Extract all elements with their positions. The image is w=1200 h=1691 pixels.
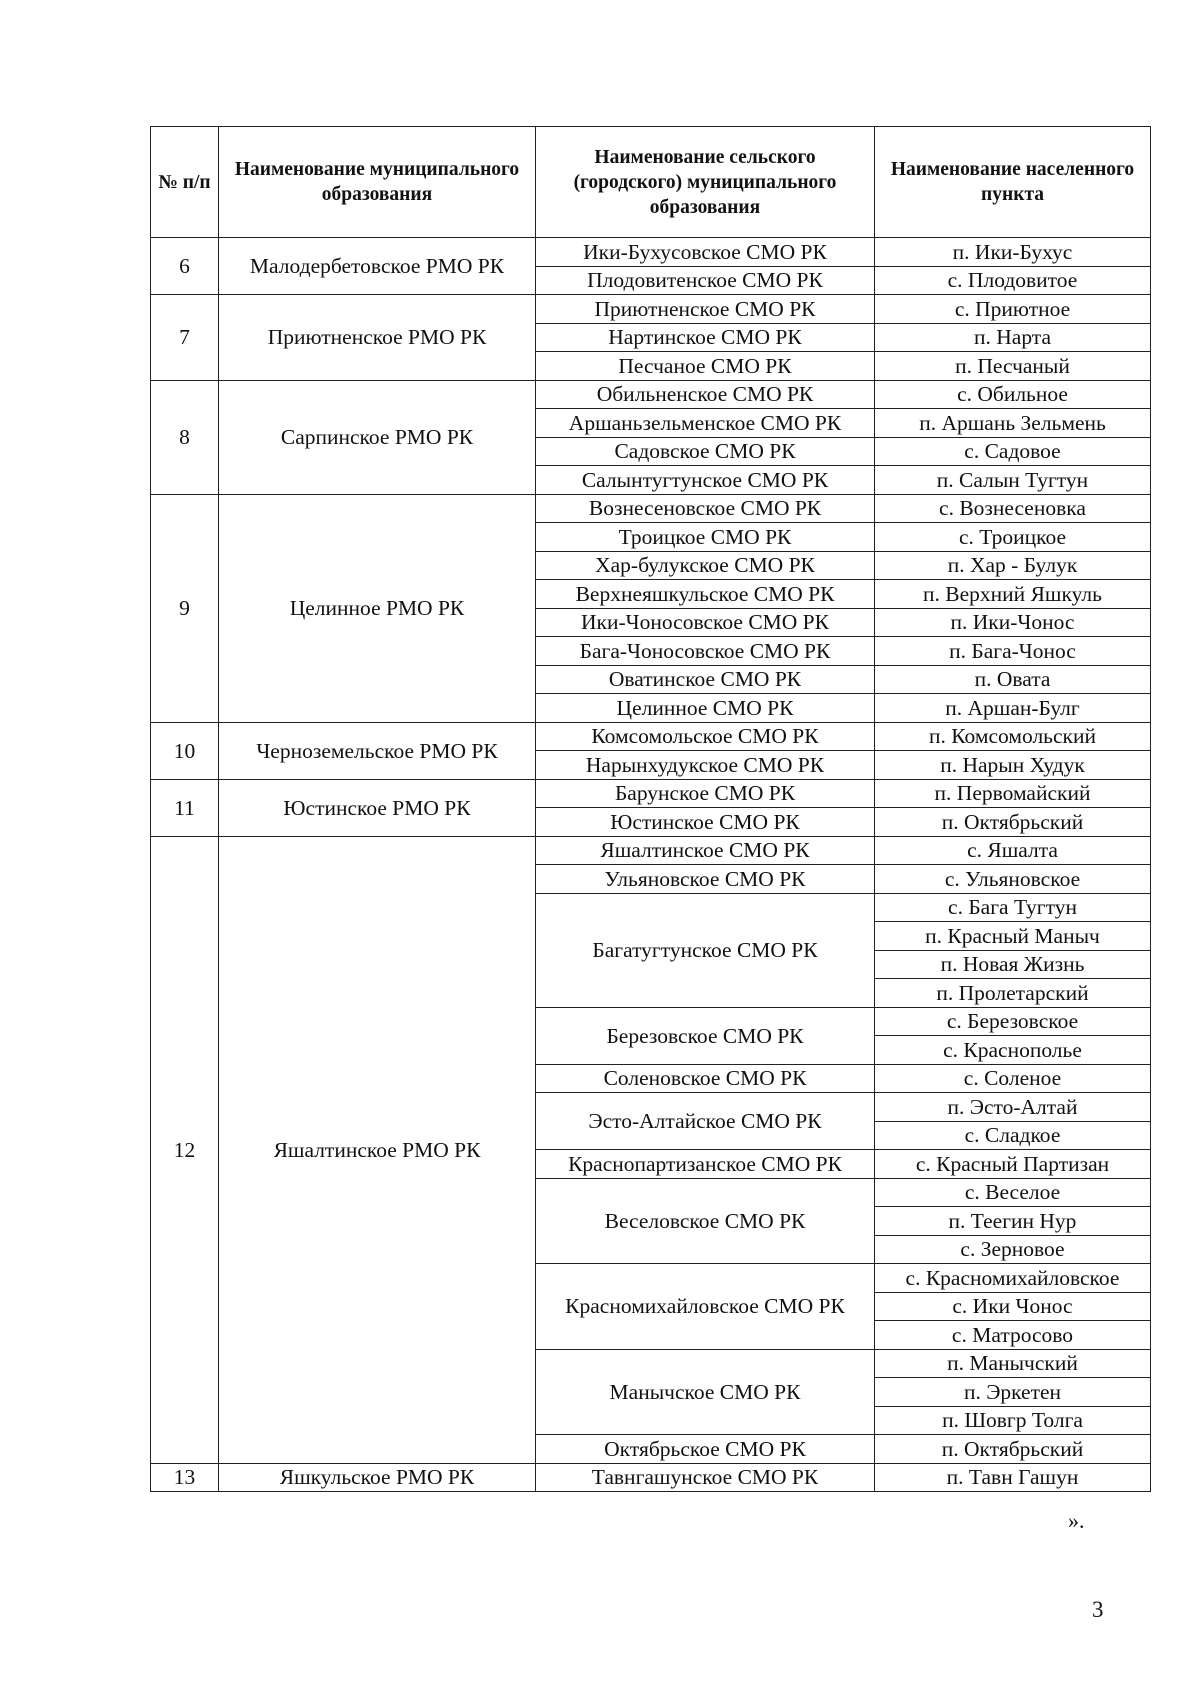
cell-settlement-municipality: Вознесеновское СМО РК (536, 494, 875, 523)
cell-settlement-municipality: Ики-Чоносовское СМО РК (536, 608, 875, 637)
cell-locality: п. Эркетен (875, 1378, 1151, 1407)
cell-settlement-municipality: Веселовское СМО РК (536, 1178, 875, 1264)
cell-number: 8 (151, 380, 219, 494)
cell-number: 9 (151, 494, 219, 722)
cell-locality: п. Пролетарский (875, 979, 1151, 1008)
cell-number: 12 (151, 836, 219, 1463)
page-number: 3 (1092, 1597, 1104, 1622)
cell-settlement-municipality: Целинное СМО РК (536, 694, 875, 723)
cell-settlement-municipality: Яшалтинское СМО РК (536, 836, 875, 865)
cell-number: 6 (151, 238, 219, 295)
cell-locality: п. Овата (875, 665, 1151, 694)
cell-settlement-municipality: Манычское СМО РК (536, 1349, 875, 1435)
cell-locality: с. Матросово (875, 1321, 1151, 1350)
cell-locality: п. Нарта (875, 323, 1151, 352)
cell-locality: п. Теегин Нур (875, 1207, 1151, 1236)
cell-settlement-municipality: Песчаное СМО РК (536, 352, 875, 381)
table-row (151, 380, 1151, 409)
cell-settlement-municipality: Эсто-Алтайское СМО РК (536, 1093, 875, 1150)
cell-locality: п. Ики-Бухус (875, 238, 1151, 267)
cell-locality: с. Веселое (875, 1178, 1151, 1207)
cell-locality: п. Красный Маныч (875, 922, 1151, 951)
cell-settlement-municipality: Обильненское СМО РК (536, 380, 875, 409)
cell-locality: с. Плодовитое (875, 266, 1151, 295)
table-row (151, 295, 1151, 324)
cell-number: 11 (151, 779, 219, 836)
cell-locality: п. Первомайский (875, 779, 1151, 808)
cell-settlement-municipality: Березовское СМО РК (536, 1007, 875, 1064)
table-header (151, 127, 1151, 238)
cell-locality: с. Ульяновское (875, 865, 1151, 894)
cell-number: 13 (151, 1463, 219, 1492)
cell-settlement-municipality: Юстинское СМО РК (536, 808, 875, 837)
cell-locality: с. Красномихайловское (875, 1264, 1151, 1293)
closing-quote-mark: ». (1068, 1508, 1085, 1533)
cell-number: 7 (151, 295, 219, 381)
table-body (151, 238, 1151, 1492)
cell-locality: п. Верхний Яшкуль (875, 580, 1151, 609)
cell-locality: с. Соленое (875, 1064, 1151, 1093)
cell-municipality: Яшалтинское РМО РК (219, 836, 536, 1463)
cell-settlement-municipality: Нартинское СМО РК (536, 323, 875, 352)
cell-locality: п. Салын Тугтун (875, 466, 1151, 495)
cell-locality: с. Приютное (875, 295, 1151, 324)
cell-locality: с. Сладкое (875, 1121, 1151, 1150)
header-municipality: Наименование муниципального образования (219, 127, 536, 238)
cell-locality: с. Ики Чонос (875, 1292, 1151, 1321)
table-row (151, 238, 1151, 267)
cell-locality: с. Троицкое (875, 523, 1151, 552)
cell-locality: с. Бага Тугтун (875, 893, 1151, 922)
cell-settlement-municipality: Багатугтунское СМО РК (536, 893, 875, 1007)
cell-settlement-municipality: Салынтугтунское СМО РК (536, 466, 875, 495)
cell-municipality: Юстинское РМО РК (219, 779, 536, 836)
cell-settlement-municipality: Краснопартизанское СМО РК (536, 1150, 875, 1179)
table-row (151, 722, 1151, 751)
cell-municipality: Малодербетовское РМО РК (219, 238, 536, 295)
cell-settlement-municipality: Бага-Чоносовское СМО РК (536, 637, 875, 666)
header-num: № п/п (151, 127, 219, 238)
cell-locality: п. Эсто-Алтай (875, 1093, 1151, 1122)
cell-settlement-municipality: Садовское СМО РК (536, 437, 875, 466)
cell-locality: п. Ики-Чонос (875, 608, 1151, 637)
cell-settlement-municipality: Красномихайловское СМО РК (536, 1264, 875, 1350)
cell-settlement-municipality: Соленовское СМО РК (536, 1064, 875, 1093)
cell-settlement-municipality: Ульяновское СМО РК (536, 865, 875, 894)
table-row (151, 779, 1151, 808)
cell-settlement-municipality: Плодовитенское СМО РК (536, 266, 875, 295)
cell-locality: с. Яшалта (875, 836, 1151, 865)
header-locality: Наименование населенного пункта (875, 127, 1151, 238)
cell-locality: с. Садовое (875, 437, 1151, 466)
cell-locality: с. Вознесеновка (875, 494, 1151, 523)
cell-settlement-municipality: Октябрьское СМО РК (536, 1435, 875, 1464)
cell-locality: п. Комсомольский (875, 722, 1151, 751)
settlements-table (150, 126, 1151, 1492)
cell-settlement-municipality: Хар-булукское СМО РК (536, 551, 875, 580)
cell-settlement-municipality: Приютненское СМО РК (536, 295, 875, 324)
cell-locality: п. Бага-Чонос (875, 637, 1151, 666)
cell-municipality: Приютненское РМО РК (219, 295, 536, 381)
cell-settlement-municipality: Барунское СМО РК (536, 779, 875, 808)
cell-locality: п. Хар - Булук (875, 551, 1151, 580)
cell-locality: п. Нарын Худук (875, 751, 1151, 780)
cell-locality: п. Аршан-Булг (875, 694, 1151, 723)
cell-municipality: Черноземельское РМО РК (219, 722, 536, 779)
cell-settlement-municipality: Аршаньзельменское СМО РК (536, 409, 875, 438)
cell-municipality: Целинное РМО РК (219, 494, 536, 722)
header-settlement-municipality: Наименование сельского (городского) муниципального образования (536, 127, 875, 238)
cell-locality: п. Аршань Зельмень (875, 409, 1151, 438)
cell-settlement-municipality: Ики-Бухусовское СМО РК (536, 238, 875, 267)
table-row (151, 494, 1151, 523)
table-row (151, 1463, 1151, 1492)
cell-settlement-municipality: Комсомольское СМО РК (536, 722, 875, 751)
cell-municipality: Сарпинское РМО РК (219, 380, 536, 494)
cell-locality: с. Обильное (875, 380, 1151, 409)
cell-municipality: Яшкульское РМО РК (219, 1463, 536, 1492)
cell-locality: п. Октябрьский (875, 1435, 1151, 1464)
cell-locality: с. Красный Партизан (875, 1150, 1151, 1179)
cell-locality: с. Зерновое (875, 1235, 1151, 1264)
cell-settlement-municipality: Нарынхудукское СМО РК (536, 751, 875, 780)
cell-locality: п. Тавн Гашун (875, 1463, 1151, 1492)
cell-locality: с. Краснополье (875, 1036, 1151, 1065)
cell-settlement-municipality: Тавнгашунское СМО РК (536, 1463, 875, 1492)
cell-locality: п. Новая Жизнь (875, 950, 1151, 979)
cell-locality: п. Песчаный (875, 352, 1151, 381)
cell-number: 10 (151, 722, 219, 779)
cell-locality: с. Березовское (875, 1007, 1151, 1036)
cell-settlement-municipality: Оватинское СМО РК (536, 665, 875, 694)
cell-locality: п. Манычский (875, 1349, 1151, 1378)
cell-settlement-municipality: Троицкое СМО РК (536, 523, 875, 552)
cell-settlement-municipality: Верхнеяшкульское СМО РК (536, 580, 875, 609)
table-row (151, 836, 1151, 865)
cell-locality: п. Октябрьский (875, 808, 1151, 837)
cell-locality: п. Шовгр Толга (875, 1406, 1151, 1435)
